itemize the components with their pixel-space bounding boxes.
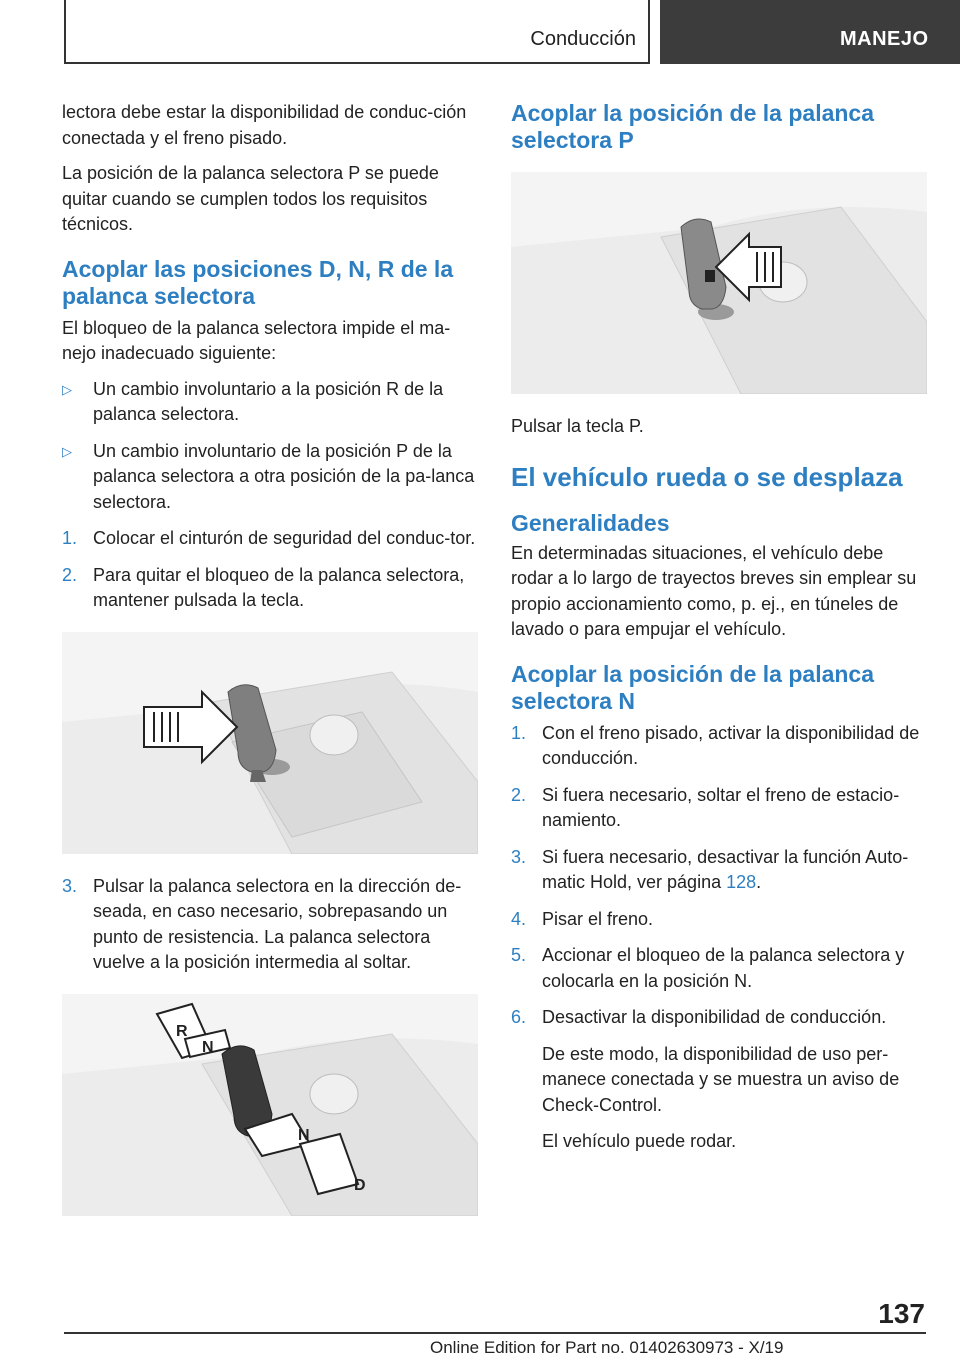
step-text: Si fuera necesario, soltar el freno de estacio-namiento. — [542, 784, 900, 830]
footer-divider — [64, 1332, 926, 1334]
step-text: Accionar el bloqueo de la palanca selectora y colocarla en la posición N. — [542, 945, 905, 991]
step-item — [62, 526, 477, 552]
step-item — [511, 721, 929, 772]
step-item — [511, 943, 929, 994]
header-section-title: Conducción — [530, 28, 636, 50]
gear-selector-release-figure — [62, 632, 478, 854]
step-text: Para quitar el bloqueo de la palanca selectora, mantener pulsada la tecla. — [93, 564, 465, 610]
page-number: 137 — [878, 1298, 925, 1329]
step-item — [62, 874, 477, 976]
left-column — [62, 100, 477, 1236]
bullet-item — [62, 439, 477, 516]
step-number: 4. — [511, 908, 527, 929]
step-number: 3. — [62, 875, 78, 896]
step-number: 2. — [511, 784, 527, 805]
page-reference-link[interactable]: 128 — [726, 872, 757, 892]
step-text: Pisar el freno. — [542, 908, 654, 929]
step-number: 2. — [62, 564, 78, 585]
direction-label-d: D — [354, 1176, 366, 1194]
step-continuation: El vehículo puede rodar. — [542, 1131, 737, 1151]
gear-selector-p-button-figure — [511, 172, 927, 394]
step-text: Con el freno pisado, activar la disponibilidad de conducción. — [542, 722, 920, 768]
header-chapter-title: MANEJO — [840, 28, 929, 50]
step-item — [511, 845, 929, 896]
step-text: Pulsar la palanca selectora en la dirección de-seada, en caso necesario, sobrepasando un punto de resistencia. La palanca selectora vuelve a la posición intermedia al soltar. — [93, 875, 462, 972]
section-heading: Acoplar la posición de la palanca selectora N — [511, 660, 875, 714]
step-number: 3. — [511, 846, 527, 867]
paragraph: El bloqueo de la palanca selectora impide el ma-nejo inadecuado siguiente: — [62, 317, 451, 363]
gear-selector-directions-figure — [62, 994, 478, 1216]
direction-label-n-top: N — [202, 1038, 214, 1056]
step-continuation: De este modo, la disponibilidad de uso per-manece conectada y se muestra un aviso de Check-Control. — [542, 1043, 900, 1115]
figure-caption: Pulsar la tecla P. — [511, 416, 644, 436]
direction-label-n-bottom: N — [298, 1126, 310, 1144]
step-number: 1. — [62, 528, 78, 548]
step-item — [62, 563, 477, 614]
section-heading: Acoplar la posición de la palanca selectora P — [511, 100, 875, 153]
step-item — [511, 907, 929, 933]
bullet-text: Un cambio involuntario de la posición P de la palanca selectora a otra posición de la pa-lanca selectora. — [93, 440, 475, 512]
direction-label-r: R — [176, 1022, 188, 1040]
step-item — [511, 783, 929, 834]
step-item — [511, 1005, 929, 1031]
subsection-heading: Generalidades — [511, 509, 670, 536]
step-number: 6. — [511, 1007, 527, 1027]
section-heading: Acoplar las posiciones D, N, R de la palanca selectora — [62, 255, 454, 309]
triangle-bullet-icon: ▷ — [62, 443, 72, 459]
right-column — [511, 100, 929, 1166]
header-chapter-tab — [660, 0, 960, 64]
step-number: 5. — [511, 945, 527, 965]
bullet-text: Un cambio involuntario a la posición R de la palanca selectora. — [93, 378, 444, 424]
step-text: Colocar el cinturón de seguridad del conduc-tor. — [93, 528, 476, 548]
paragraph: En determinadas situaciones, el vehículo debe rodar a lo largo de trayectos breves sin emplear su propio accionamiento como, p. ej., en túneles de lavado o para empujar el vehículo. — [511, 542, 917, 639]
step-text: Desactivar la disponibilidad de conducción. — [542, 1007, 887, 1027]
paragraph: La posición de la palanca selectora P se puede quitar cuando se cumplen todos los requisitos técnicos. — [62, 163, 439, 234]
paragraph: lectora debe estar la disponibilidad de conduc-ción conectada y el freno pisado. — [62, 102, 467, 148]
step-number: 1. — [511, 722, 527, 743]
step-text: Si fuera necesario, desactivar la función Auto-matic Hold, ver página — [542, 846, 909, 892]
step-text-end: . — [756, 872, 762, 892]
bullet-item — [62, 377, 477, 428]
triangle-bullet-icon: ▷ — [62, 381, 72, 397]
main-heading: El vehículo rueda o se desplaza — [511, 461, 903, 492]
footer-edition: Online Edition for Part no. 01402630973 - X/19 — [430, 1338, 784, 1357]
